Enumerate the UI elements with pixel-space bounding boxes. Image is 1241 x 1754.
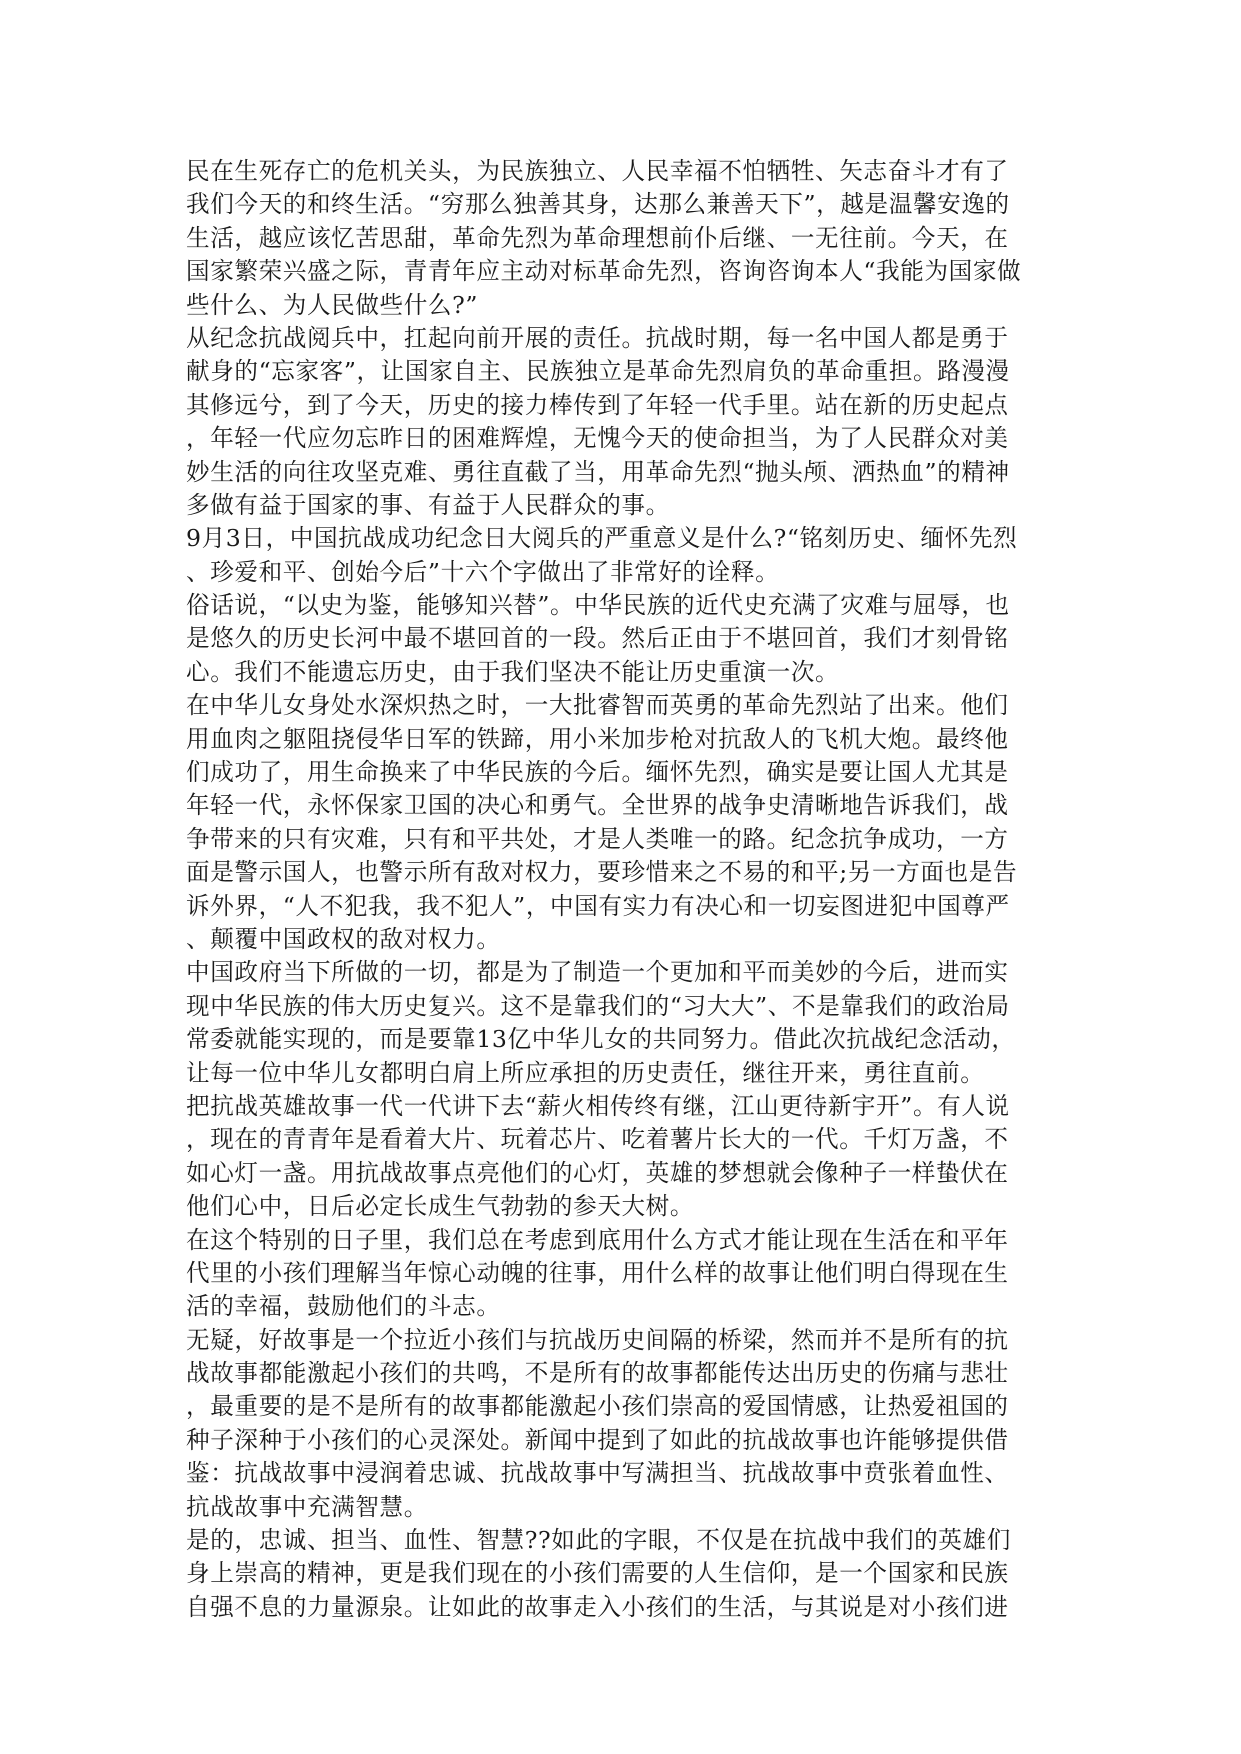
document-page [186,155,1052,1624]
text-line: 让每一位中华儿女都明白肩上所应承担的历史责任，继往开来，勇往直前。 [186,1058,985,1087]
text-line: 鉴：抗战故事中浸润着忠诚、抗战故事中写满担当、抗战故事中贲张着血性、 [186,1459,1009,1488]
text-line: 诉外界，“人不犯我，我不犯人”，中国有实力有决心和一切妄图进犯中国尊严 [186,891,1010,920]
text-line: 献身的“忘家客”，让国家自主、民族独立是革命先烈肩负的革命重担。路漫漫 [186,357,1010,386]
text-line: 如心灯一盏。用抗战故事点亮他们的心灯，英雄的梦想就会像种子一样蛰伏在 [186,1158,1009,1187]
text-line: 9月3日，中国抗战成功纪念日大阅兵的严重意义是什么?“铭刻历史、缅怀先烈 [186,524,1018,553]
text-line: 种子深种于小孩们的心灵深处。新闻中提到了如此的抗战故事也许能够提供借 [186,1425,1009,1454]
text-line: 多做有益于国家的事、有益于人民群众的事。 [186,490,670,519]
text-line: 是的，忠诚、担当、血性、智慧??如此的字眼，不仅是在抗战中我们的英雄们 [186,1526,1011,1555]
text-line: 从纪念抗战阅兵中，扛起向前开展的责任。抗战时期，每一名中国人都是勇于 [186,323,1009,352]
text-line: 身上崇高的精神，更是我们现在的小孩们需要的人生信仰，是一个国家和民族 [186,1559,1009,1588]
text-line: 妙生活的向往攻坚克难、勇往直截了当，用革命先烈“抛头颅、洒热血”的精神 [186,457,1010,486]
text-line: 常委就能实现的，而是要靠13亿中华儿女的共同努力。借此次抗战纪念活动， [186,1025,1016,1054]
text-line: 、颠覆中国政权的敌对权力。 [186,924,501,953]
text-line: 面是警示国人，也警示所有敌对权力，要珍惜来之不易的和平;另一方面也是告 [186,858,1018,887]
text-line: 是悠久的历史长河中最不堪回首的一段。然后正由于不堪回首，我们才刻骨铭 [186,624,1009,653]
text-line: 无疑，好故事是一个拉近小孩们与抗战历史间隔的桥梁，然而并不是所有的抗 [186,1325,1009,1354]
text-line: 用血肉之躯阻挠侵华日军的铁蹄，用小米加步枪对抗敌人的飞机大炮。最终他 [186,724,1009,753]
text-line: 把抗战英雄故事一代一代讲下去“薪火相传终有继，江山更待新宇开”。有人说 [186,1091,1010,1120]
text-line: 中国政府当下所做的一切，都是为了制造一个更加和平而美妙的今后，进而实 [186,958,1009,987]
text-line: 年轻一代，永怀保家卫国的决心和勇气。全世界的战争史清晰地告诉我们，战 [186,791,1009,820]
text-line: 民在生死存亡的危机关头，为民族独立、人民幸福不怕牺牲、矢志奋斗才有了 [186,157,1009,185]
text-line: 心。我们不能遗忘历史，由于我们坚决不能让历史重演一次。 [186,657,840,686]
text-line: ，最重要的是不是所有的故事都能激起小孩们崇高的爱国情感，让热爱祖国的 [186,1392,1009,1421]
text-line: 们成功了，用生命换来了中华民族的今后。缅怀先烈，确实是要让国人尤其是 [186,758,1009,787]
text-line: ，年轻一代应勿忘昨日的困难辉煌，无愧今天的使命担当，为了人民群众对美 [186,424,1009,453]
text-line: 些什么、为人民做些什么?” [186,290,479,319]
text-line: 现中华民族的伟大历史复兴。这不是靠我们的“习大大”、不是靠我们的政治局 [186,991,1010,1020]
text-line: 、珍爱和平、创始今后”十六个字做出了非常好的诠释。 [186,557,780,586]
text-line: 在这个特别的日子里，我们总在考虑到底用什么方式才能让现在生活在和平年 [186,1225,1009,1254]
text-line: 在中华儿女身处水深炽热之时，一大批睿智而英勇的革命先烈站了出来。他们 [186,691,1009,720]
text-line: 他们心中，日后必定长成生气勃勃的参天大树。 [186,1192,695,1221]
text-line: 俗话说，“以史为鉴，能够知兴替”。中华民族的近代史充满了灾难与屈辱，也 [186,591,1010,620]
text-line: 战故事都能激起小孩们的共鸣，不是所有的故事都能传达出历史的伤痛与悲壮 [186,1359,1009,1388]
text-line: 我们今天的和终生活。“穷那么独善其身，达那么兼善天下”，越是温馨安逸的 [186,190,1010,219]
text-line: 代里的小孩们理解当年惊心动魄的往事，用什么样的故事让他们明白得现在生 [186,1258,1009,1287]
text-line: 抗战故事中充满智慧。 [186,1492,428,1521]
text-line: 国家繁荣兴盛之际，青青年应主动对标革命先烈，咨询咨询本人“我能为国家做 [186,257,1022,286]
text-line: 其修远兮，到了今天，历史的接力棒传到了年轻一代手里。站在新的历史起点 [186,390,1009,419]
text-line: 活的幸福，鼓励他们的斗志。 [186,1292,501,1321]
text-line: 自强不息的力量源泉。让如此的故事走入小孩们的生活，与其说是对小孩们进 [186,1592,1009,1621]
text-line: ，现在的青青年是看着大片、玩着芯片、吃着薯片长大的一代。千灯万盏，不 [186,1125,1009,1154]
text-line: 争带来的只有灾难，只有和平共处，才是人类唯一的路。纪念抗争成功，一方 [186,824,1009,853]
text-line: 生活，越应该忆苦思甜，革命先烈为革命理想前仆后继、一无往前。今天，在 [186,223,1009,252]
